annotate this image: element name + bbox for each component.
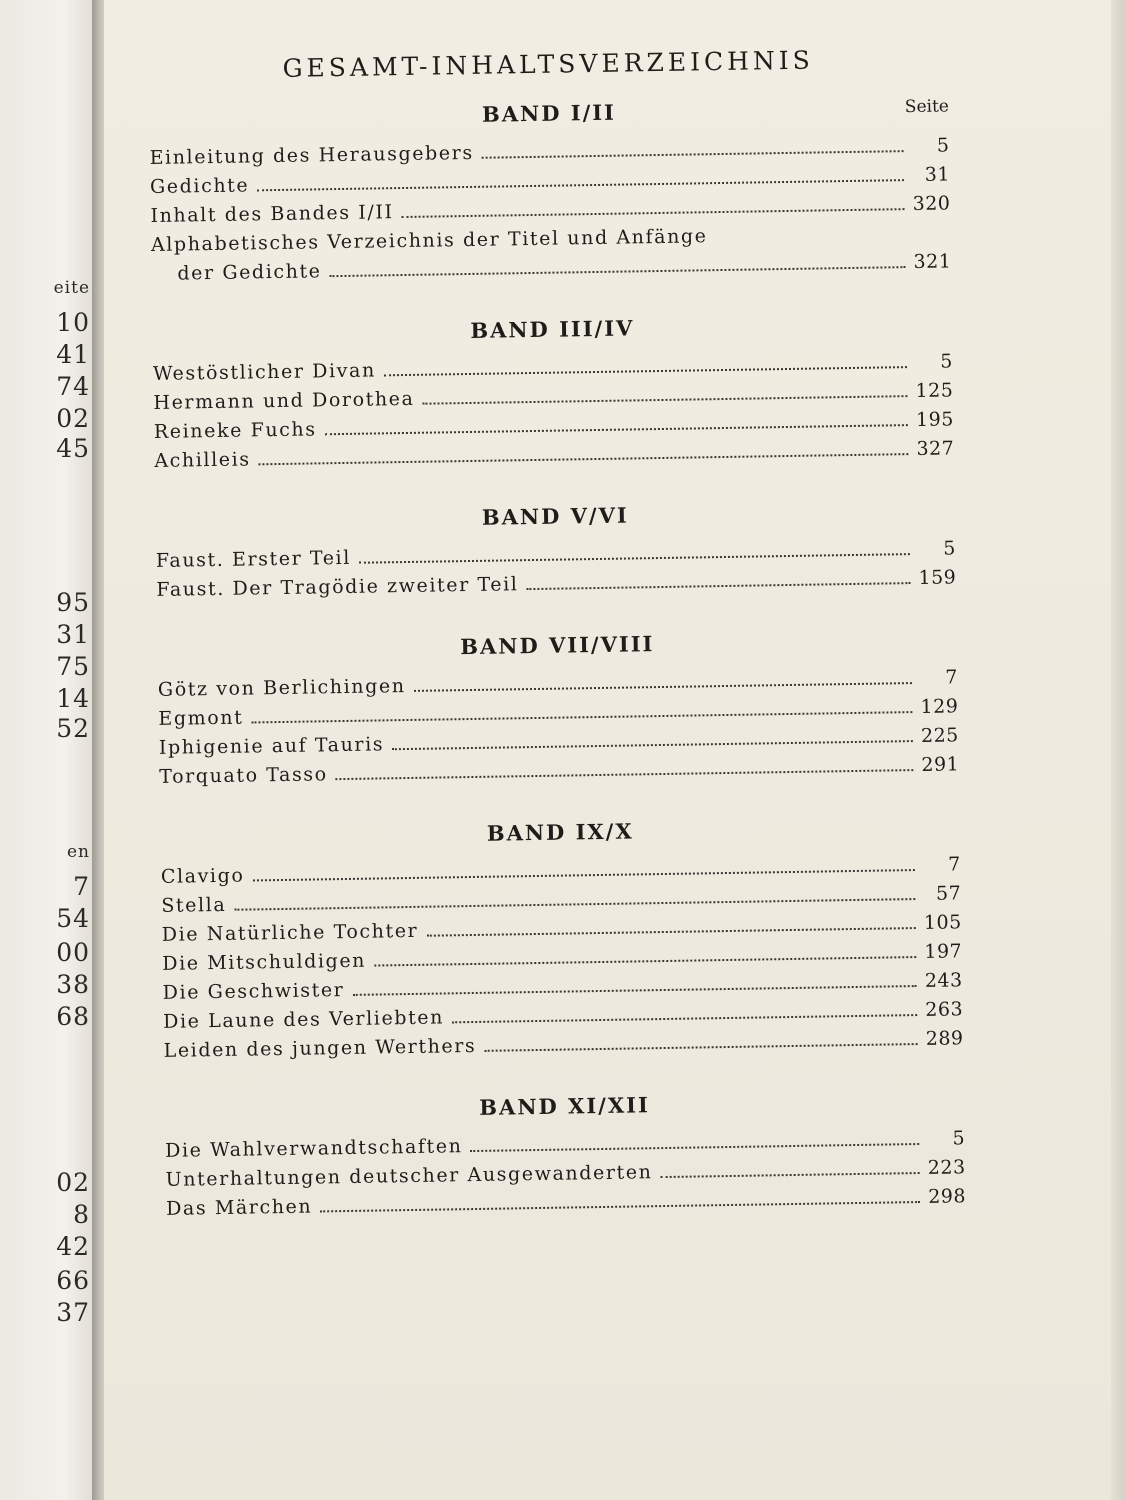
leader-dots <box>452 1013 917 1023</box>
leader-dots <box>471 1142 920 1152</box>
facing-page-number: 10 <box>56 308 90 337</box>
leader-dots <box>426 926 915 937</box>
band-section <box>152 310 954 476</box>
entry-title: Torquato Tasso <box>159 763 328 788</box>
entry-page: 159 <box>918 566 957 589</box>
leader-dots <box>252 868 914 881</box>
entry-page: 5 <box>943 537 957 560</box>
leader-dots <box>527 581 911 590</box>
leader-dots <box>330 265 906 277</box>
facing-page-number: 41 <box>56 340 90 369</box>
facing-page-number: 02 <box>56 404 90 433</box>
facing-page <box>0 0 92 1500</box>
entry-title: Inhalt des Bandes I/II <box>150 201 394 227</box>
entry-page: 5 <box>940 350 954 373</box>
entry-title: Faust. Der Tragödie zweiter Teil <box>156 573 519 601</box>
band-section <box>155 497 956 605</box>
leader-dots <box>402 207 905 218</box>
leader-dots <box>259 452 909 465</box>
entry-page: 7 <box>948 853 961 876</box>
leader-dots <box>257 178 904 191</box>
entry-page: 321 <box>913 250 952 273</box>
leader-dots <box>374 955 916 967</box>
band-heading: BAND VII/VIII <box>460 631 655 660</box>
facing-page-number: 75 <box>56 652 90 681</box>
leader-dots <box>482 149 904 159</box>
entry-title: Egmont <box>158 706 244 730</box>
entry-page: 129 <box>920 695 959 718</box>
facing-page-header: eite <box>53 278 90 298</box>
band-heading: BAND IX/X <box>486 818 634 846</box>
entry-title: Leiden des jungen Werthers <box>163 1034 477 1062</box>
facing-page-number: 42 <box>56 1232 90 1261</box>
entry-title: Faust. Erster Teil <box>155 546 352 572</box>
entry-title: Reineke Fuchs <box>153 418 317 443</box>
leader-dots <box>336 768 914 780</box>
band-heading-text: BAND I/II <box>481 99 617 127</box>
entry-title: Hermann und Dorothea <box>153 387 415 414</box>
band-heading: BAND III/IV <box>470 315 635 343</box>
entry-page: 125 <box>915 379 954 402</box>
entry-page: 263 <box>925 998 964 1021</box>
entry-title: Die Natürliche Tochter <box>161 919 419 946</box>
entry-page: 197 <box>924 940 963 963</box>
seite-column-label: Seite <box>904 96 950 118</box>
leader-dots <box>234 897 915 911</box>
entry-page: 298 <box>928 1185 967 1208</box>
facing-page-number: 95 <box>56 588 90 617</box>
band-heading: BAND XI/XII <box>479 1092 650 1120</box>
entry-page: 31 <box>924 163 951 186</box>
band-section <box>149 94 952 289</box>
entry-page: 320 <box>912 192 951 216</box>
leader-dots <box>414 681 912 692</box>
facing-page-header: en <box>66 842 90 862</box>
entry-title: Westöstlicher Divan <box>152 359 376 385</box>
entry-title-continued: der Gedichte <box>177 260 322 285</box>
facing-page-number: 54 <box>56 904 90 933</box>
page-edge <box>1111 0 1125 1500</box>
entry-title: Clavigo <box>160 864 245 888</box>
entry-title: Gedichte <box>149 174 250 198</box>
entry-page: 289 <box>925 1027 964 1050</box>
leader-dots <box>423 394 908 405</box>
entry-title: Achilleis <box>154 448 251 472</box>
book-page <box>104 0 1125 1500</box>
entry-title: Die Mitschuldigen <box>162 949 367 975</box>
leader-dots <box>320 1200 920 1212</box>
facing-page-number: 66 <box>56 1266 90 1295</box>
page-title: GESAMT-INHALTSVERZEICHNIS <box>282 45 815 83</box>
facing-page-number: 8 <box>73 1200 90 1229</box>
entry-page: 57 <box>935 882 962 905</box>
facing-page-number: 00 <box>56 938 90 967</box>
facing-page-number: 37 <box>56 1298 90 1327</box>
entry-title: Die Geschwister <box>162 979 345 1004</box>
leader-dots <box>392 739 913 750</box>
entry-page: 327 <box>916 437 955 460</box>
entry-page: 223 <box>927 1156 966 1179</box>
leader-dots <box>384 365 907 376</box>
entry-page: 5 <box>936 134 950 157</box>
leader-dots <box>251 710 912 723</box>
entry-title: Das Märchen <box>165 1195 313 1220</box>
entry-page: 243 <box>924 969 963 992</box>
entry-page: 195 <box>915 408 954 431</box>
facing-page-number: 38 <box>56 970 90 999</box>
leader-dots <box>484 1042 917 1052</box>
band-section <box>160 813 964 1066</box>
leader-dots <box>352 984 916 996</box>
entry-page: 291 <box>921 753 960 776</box>
facing-page-number: 68 <box>56 1002 90 1031</box>
entry-title: Alphabetisches Verzeichnis der Titel und Anfänge <box>150 225 708 256</box>
table-of-contents <box>148 43 967 1257</box>
facing-page-number: 7 <box>73 872 90 901</box>
entry-page: 225 <box>920 724 959 747</box>
entry-title: Stella <box>161 893 227 917</box>
entry-page: 105 <box>923 911 962 934</box>
entry-title: Die Laune des Verliebten <box>163 1006 445 1033</box>
facing-page-number: 74 <box>56 372 90 401</box>
band-section <box>157 626 959 792</box>
leader-dots <box>661 1171 920 1178</box>
facing-page-number: 14 <box>56 684 90 713</box>
facing-page-number: 02 <box>56 1168 90 1197</box>
entry-title: Einleitung des Herausgebers <box>149 141 474 169</box>
facing-page-number: 52 <box>56 714 90 743</box>
band-heading <box>149 94 949 132</box>
entry-page: 7 <box>945 666 959 689</box>
entry-title: Iphigenie auf Tauris <box>158 733 385 759</box>
entry-title: Götz von Berlichingen <box>157 675 406 701</box>
entry-page: 5 <box>952 1127 966 1150</box>
leader-dots <box>325 423 908 435</box>
facing-page-number: 45 <box>56 434 90 463</box>
band-heading: BAND V/VI <box>481 502 629 530</box>
facing-page-number: 31 <box>56 620 90 649</box>
entry-title: Unterhaltungen deutscher Ausgewanderten <box>165 1161 653 1191</box>
leader-dots <box>359 552 910 564</box>
entry-title: Die Wahlverwandtschaften <box>165 1135 463 1162</box>
band-section <box>164 1087 966 1224</box>
